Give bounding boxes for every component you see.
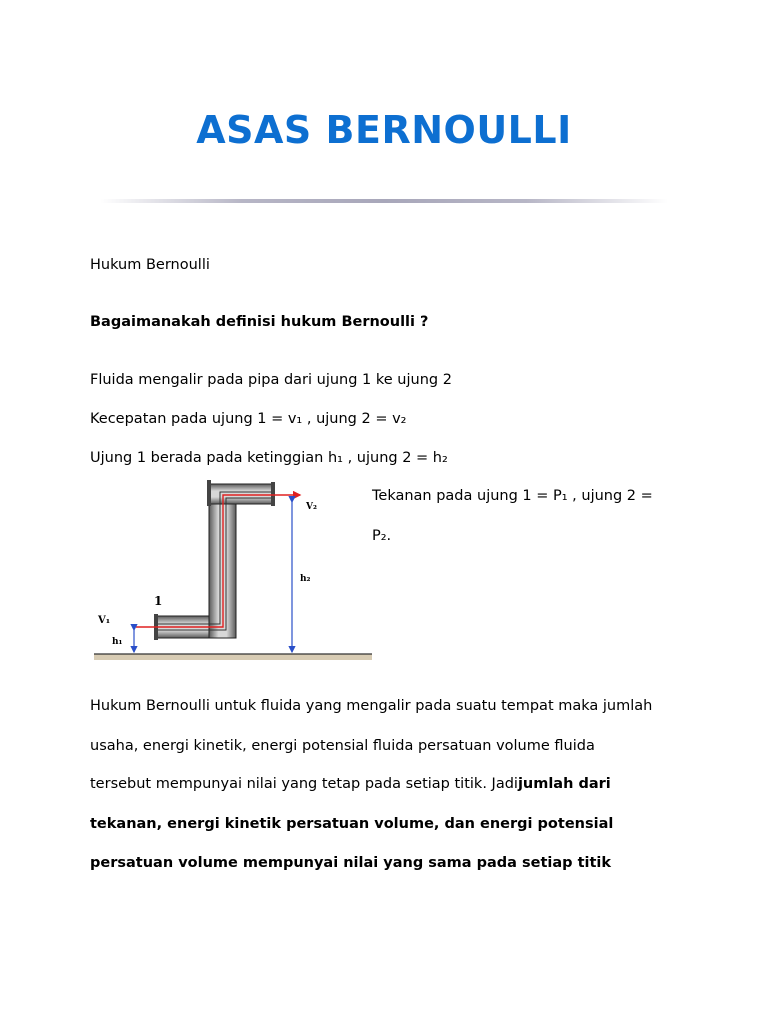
label-h1: h₁ — [112, 637, 123, 647]
body-line-3 — [90, 776, 611, 792]
text-line-velocity: Kecepatan pada ujung 1 = v₁ , ujung 2 = v₂ — [90, 411, 407, 427]
page-title: ASAS BERNOULLI — [196, 108, 572, 152]
question-heading: Bagaimanakah definisi hukum Bernoulli ? — [90, 314, 429, 330]
body-line-3-bold: jumlah dari — [517, 776, 611, 792]
label-h2: h₂ — [300, 574, 311, 584]
label-v2: V₂ — [306, 502, 317, 512]
pipe — [154, 480, 275, 640]
text-line-height: Ujung 1 berada pada ketinggian h₁ , ujung 2 = h₂ — [90, 450, 448, 466]
label-1: 1 — [154, 594, 163, 608]
body-line-1: Hukum Bernoulli untuk fluida yang mengalir pada suatu tempat maka jumlah — [90, 698, 653, 714]
ground-line — [94, 654, 372, 660]
body-line-4: tekanan, energi kinetik persatuan volume, dan energi potensial — [90, 816, 614, 832]
bernoulli-pipe-diagram — [90, 478, 376, 678]
section-heading: Hukum Bernoulli — [90, 257, 210, 273]
label-v1: V₁ — [98, 615, 111, 626]
body-line-3-normal: tersebut mempunyai nilai yang tetap pada setiap titik. Jadi — [90, 776, 518, 792]
text-line-pressure: Tekanan pada ujung 1 = P₁ , ujung 2 = — [372, 488, 653, 504]
text-line-pressure-cont: P₂. — [372, 528, 392, 544]
text-line-flow: Fluida mengalir pada pipa dari ujung 1 ke ujung 2 — [90, 372, 452, 388]
title-divider — [100, 199, 668, 203]
body-line-5: persatuan volume mempunyai nilai yang sama pada setiap titik — [90, 855, 612, 871]
body-line-2: usaha, energi kinetik, energi potensial fluida persatuan volume fluida — [90, 738, 595, 754]
